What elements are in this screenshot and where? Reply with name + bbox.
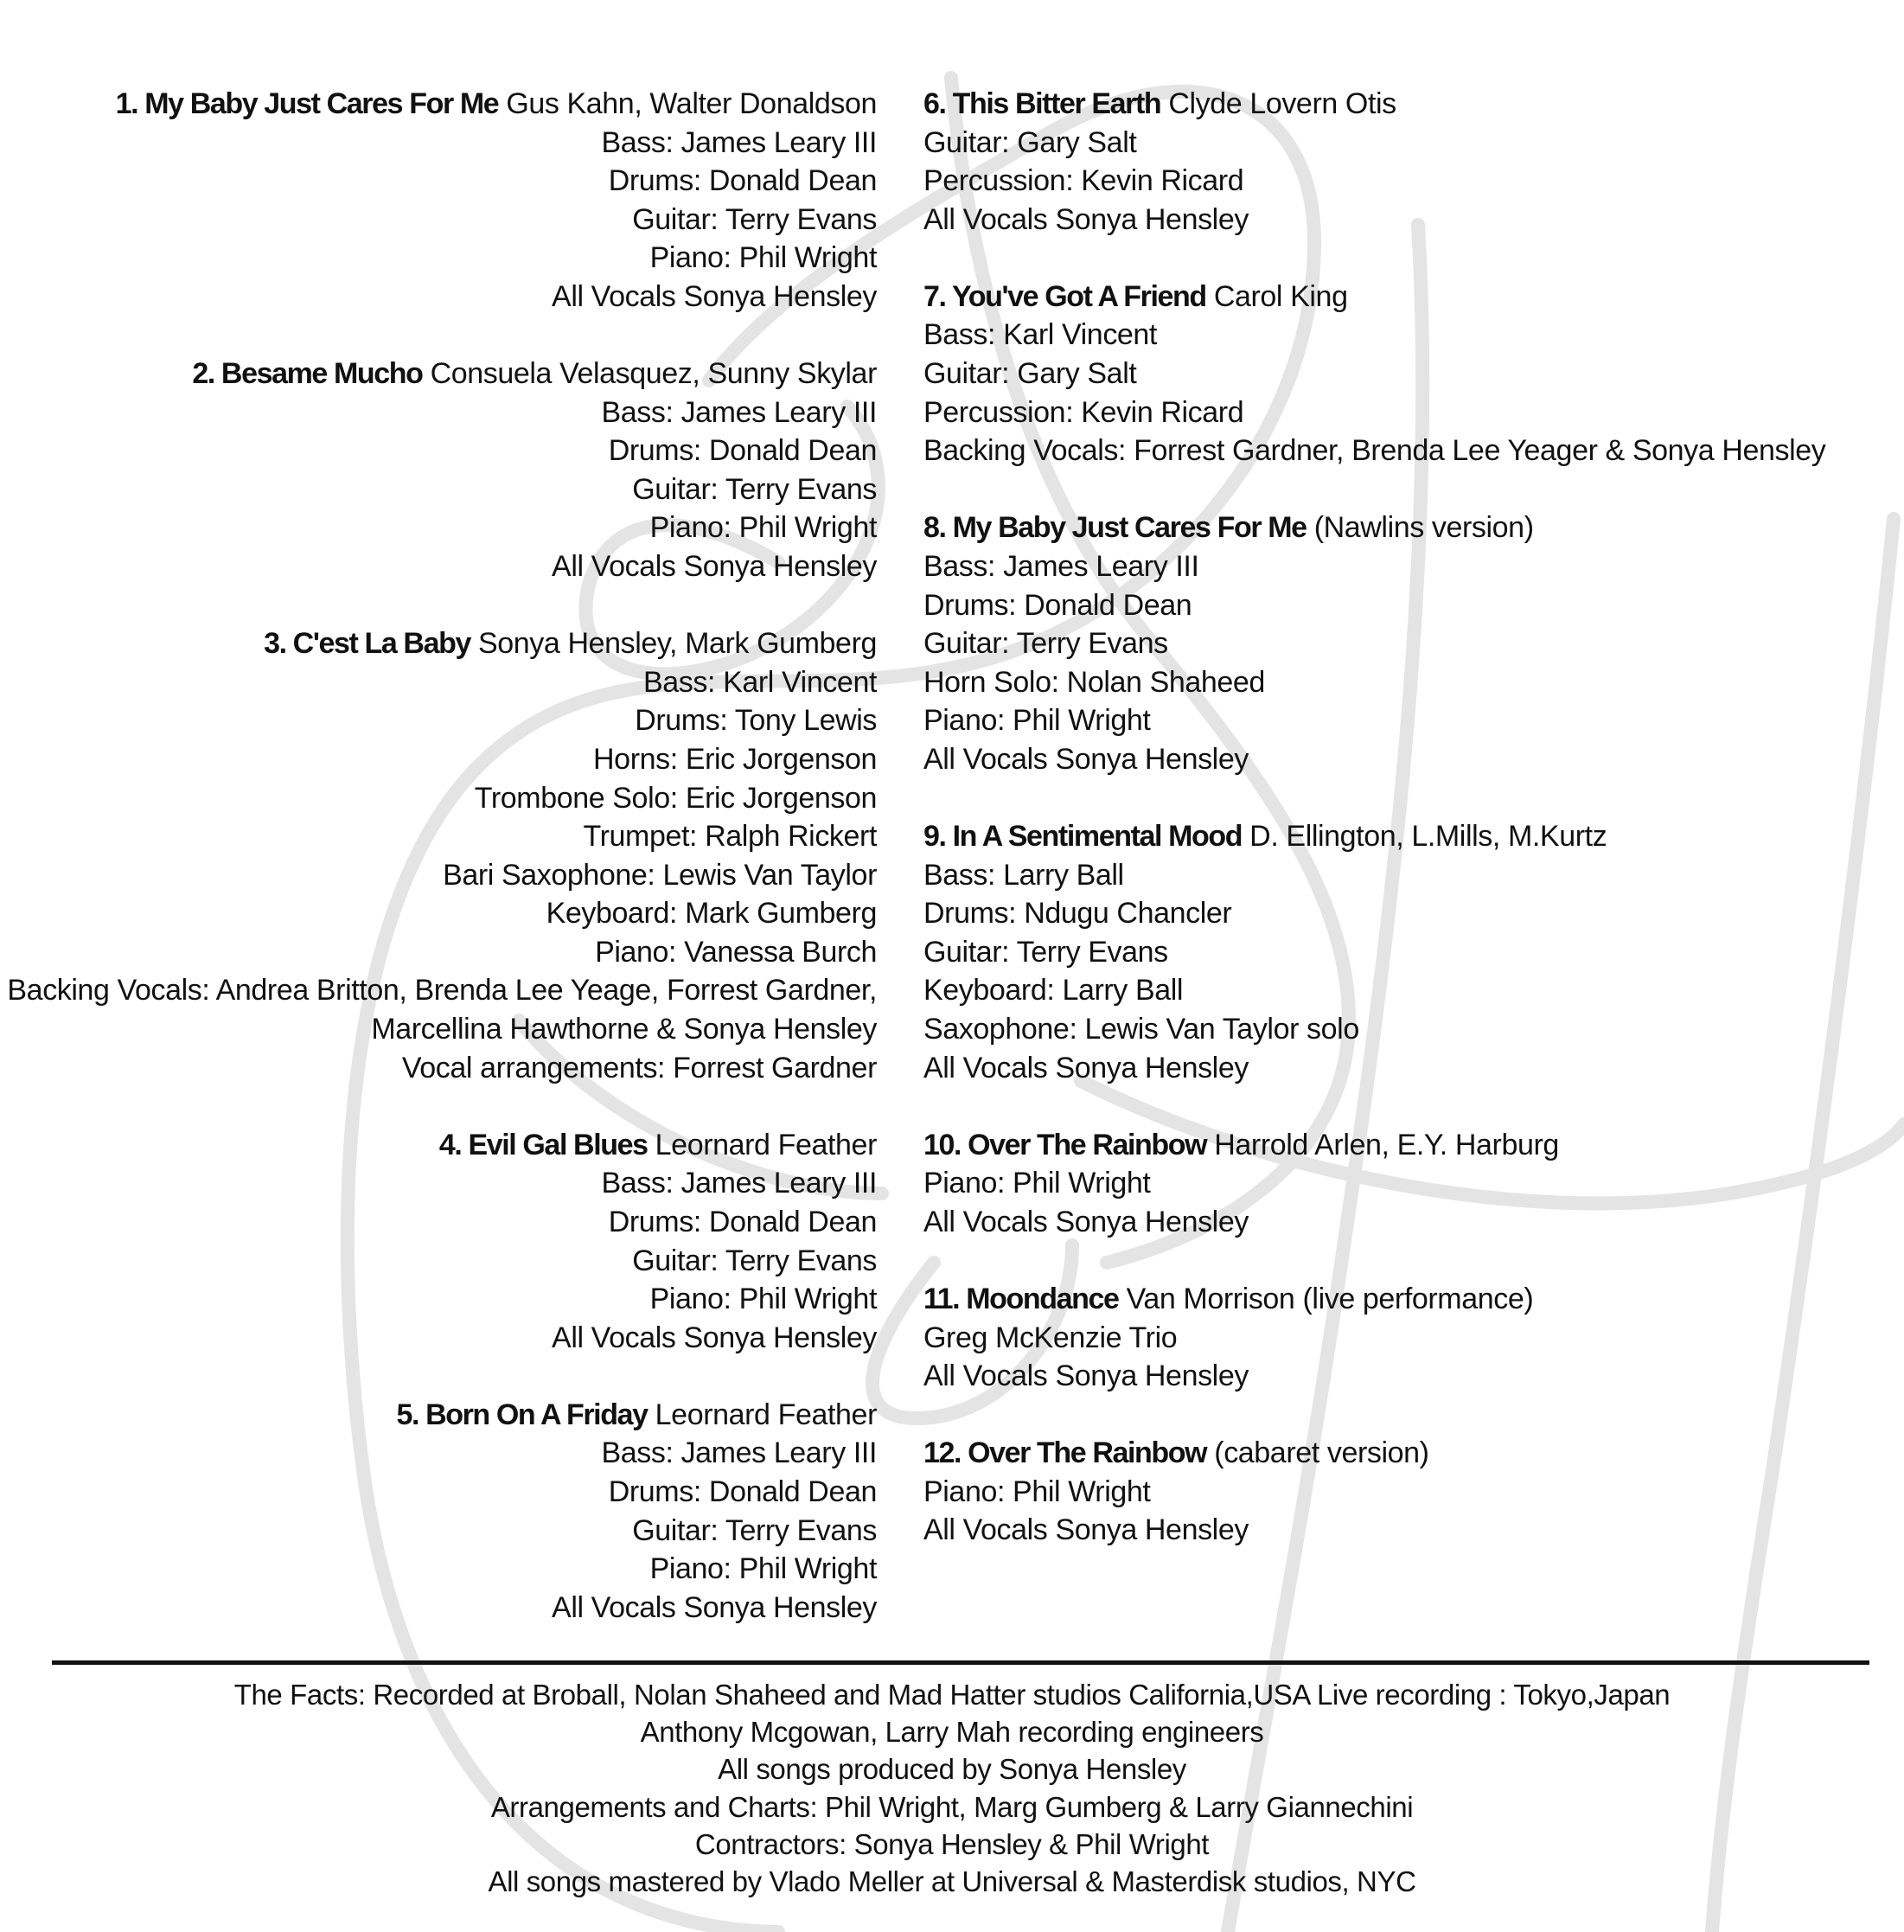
track-writers: Carol King	[1213, 279, 1348, 313]
track-title: 11. Moondance	[923, 1282, 1119, 1315]
credit-line: Drums: Donald Dean	[608, 1205, 877, 1238]
credit-line: All Vocals Sonya Hensley	[923, 1051, 1249, 1084]
track-title: 3. C'est La Baby	[264, 627, 470, 661]
track-heading	[0, 85, 877, 124]
track-writers: (cabaret version)	[1214, 1436, 1429, 1470]
credit-line: Vocal arrangements: Forrest Gardner	[401, 1051, 877, 1084]
track-title: 5. Born On A Friday	[396, 1398, 648, 1431]
track-writers: Sonya Hensley, Mark Gumberg	[478, 627, 877, 661]
credit-line: Trumpet: Ralph Rickert	[583, 820, 877, 854]
track-writers: Consuela Velasquez, Sunny Skylar	[430, 357, 877, 391]
track-title: 1. My Baby Just Cares For Me	[115, 87, 499, 120]
facts-line: All songs mastered by Vlado Meller at Universal & Masterdisk studios, NYC	[488, 1865, 1416, 1898]
credit-line: Greg McKenzie Trio	[923, 1321, 1178, 1354]
credit-line: Piano: Phil Wright	[649, 241, 877, 275]
facts-line: All songs produced by Sonya Hensley	[718, 1753, 1186, 1786]
credit-line: Drums: Donald Dean	[608, 1475, 877, 1508]
track-block	[0, 355, 877, 586]
credit-line: Percussion: Kevin Ricard	[923, 164, 1244, 198]
credit-line: Horns: Eric Jorgenson	[593, 742, 877, 776]
credit-line: Guitar: Gary Salt	[923, 125, 1137, 159]
track-writers: Van Morrison (live performance)	[1126, 1282, 1534, 1315]
track-title: 10. Over The Rainbow	[923, 1128, 1207, 1161]
right-track-column	[923, 85, 1892, 1589]
credit-line: Keyboard: Larry Ball	[923, 974, 1184, 1008]
credit-line: All Vocals Sonya Hensley	[923, 202, 1249, 236]
track-heading	[923, 85, 1892, 124]
credit-line: All Vocals Sonya Hensley	[552, 279, 877, 313]
facts-line: The Facts: Recorded at Broball, Nolan Shaheed and Mad Hatter studios California,USA Live recording : Tokyo,Japan	[233, 1679, 1671, 1711]
track-heading	[923, 1280, 1892, 1319]
track-writers: D. Ellington, L.Mills, M.Kurtz	[1249, 820, 1607, 853]
credit-line: Drums: Ndugu Chancler	[923, 897, 1232, 931]
track-block	[0, 624, 877, 1087]
track-block	[923, 278, 1892, 470]
track-heading	[0, 624, 877, 663]
track-writers: Gus Kahn, Walter Donaldson	[506, 87, 877, 120]
credit-line: Guitar: Terry Evans	[632, 202, 877, 236]
track-title: 9. In A Sentimental Mood	[923, 820, 1243, 853]
track-heading	[923, 509, 1892, 547]
credit-line: Bass: James Leary III	[601, 1167, 877, 1200]
credit-line: Guitar: Terry Evans	[632, 472, 877, 506]
track-heading	[923, 817, 1892, 856]
credit-line: Bass: Karl Vincent	[643, 665, 877, 699]
track-writers: Clyde Lovern Otis	[1168, 87, 1396, 120]
track-writers: Harrold Arlen, E.Y. Harburg	[1214, 1128, 1559, 1161]
credit-line: Bass: James Leary III	[923, 549, 1199, 583]
facts-line: Anthony Mcgowan, Larry Mah recording engineers	[640, 1716, 1264, 1749]
track-block	[923, 1126, 1892, 1242]
credit-line: Drums: Donald Dean	[923, 588, 1192, 622]
track-heading	[923, 278, 1892, 317]
credit-line: Guitar: Terry Evans	[632, 1244, 877, 1277]
track-writers: Leornard Feather	[655, 1398, 877, 1431]
track-title: 4. Evil Gal Blues	[438, 1128, 648, 1161]
credit-line: Horn Solo: Nolan Shaheed	[923, 665, 1265, 699]
credit-line: Guitar: Terry Evans	[923, 627, 1168, 661]
track-title: 6. This Bitter Earth	[923, 87, 1161, 120]
left-track-column	[0, 85, 877, 1666]
credit-line: Marcellina Hawthorne & Sonya Hensley	[371, 1013, 877, 1046]
credit-line: Backing Vocals: Andrea Britton, Brenda Lee Yeage, Forrest Gardner,	[7, 974, 877, 1008]
track-title: 12. Over The Rainbow	[923, 1436, 1207, 1470]
credit-line: All Vocals Sonya Hensley	[552, 550, 877, 584]
track-block	[0, 1396, 877, 1628]
credit-line: Drums: Tony Lewis	[635, 704, 877, 738]
track-block	[0, 1126, 877, 1358]
track-block	[923, 85, 1892, 239]
credit-line: Bari Saxophone: Lewis Van Taylor	[443, 858, 877, 892]
credit-line: Piano: Phil Wright	[649, 1283, 877, 1316]
credit-line: Percussion: Kevin Ricard	[923, 395, 1244, 429]
credit-line: Bass: Karl Vincent	[923, 318, 1157, 352]
track-block	[923, 817, 1892, 1087]
track-block	[923, 1434, 1892, 1550]
credit-line: Guitar: Terry Evans	[632, 1513, 877, 1547]
divider-rule	[52, 1660, 1869, 1665]
credit-line: Drums: Donald Dean	[608, 434, 877, 468]
credit-line: Piano: Phil Wright	[923, 704, 1151, 738]
credit-line: Piano: Phil Wright	[649, 511, 877, 545]
track-heading	[0, 1396, 877, 1435]
track-writers: (Nawlins version)	[1313, 511, 1534, 545]
credit-line: Trombone Solo: Eric Jorgenson	[474, 781, 877, 815]
credit-line: Backing Vocals: Forrest Gardner, Brenda Lee Yeager & Sonya Hensley	[923, 434, 1826, 468]
credit-line: Bass: James Leary III	[601, 1436, 877, 1470]
track-title: 7. You've Got A Friend	[923, 279, 1206, 313]
credit-line: All Vocals Sonya Hensley	[923, 1359, 1249, 1393]
credit-line: Piano: Phil Wright	[649, 1552, 877, 1586]
facts-line: Contractors: Sonya Hensley & Phil Wright	[694, 1827, 1210, 1860]
credit-line: Bass: James Leary III	[601, 125, 877, 159]
track-heading	[0, 1126, 877, 1165]
credit-line: Guitar: Gary Salt	[923, 357, 1137, 391]
track-writers: Leornard Feather	[655, 1128, 877, 1161]
recording-facts	[0, 1676, 1904, 1900]
credit-line: Piano: Phil Wright	[923, 1167, 1151, 1200]
credit-line: Bass: James Leary III	[601, 395, 877, 429]
track-heading	[0, 355, 877, 393]
facts-line: Arrangements and Charts: Phil Wright, Marg Gumberg & Larry Giannechini	[490, 1790, 1414, 1823]
credit-line: All Vocals Sonya Hensley	[552, 1321, 877, 1354]
track-block	[0, 85, 877, 317]
track-block	[923, 1280, 1892, 1396]
track-heading	[923, 1126, 1892, 1165]
credit-line: All Vocals Sonya Hensley	[552, 1590, 877, 1624]
credit-line: Saxophone: Lewis Van Taylor solo	[923, 1012, 1359, 1046]
credit-line: All Vocals Sonya Hensley	[923, 1513, 1249, 1547]
credit-line: Bass: Larry Ball	[923, 858, 1124, 892]
credit-line: Piano: Phil Wright	[923, 1475, 1151, 1508]
credit-line: Piano: Vanessa Burch	[595, 935, 877, 969]
credit-line: Guitar: Terry Evans	[923, 935, 1168, 969]
credit-line: Drums: Donald Dean	[608, 164, 877, 198]
track-title: 2. Besame Mucho	[192, 357, 423, 391]
credit-line: All Vocals Sonya Hensley	[923, 1205, 1249, 1238]
credit-line: All Vocals Sonya Hensley	[923, 742, 1249, 776]
track-block	[923, 509, 1892, 778]
track-heading	[923, 1434, 1892, 1473]
credit-line: Keyboard: Mark Gumberg	[546, 897, 877, 931]
track-title: 8. My Baby Just Cares For Me	[923, 511, 1307, 545]
